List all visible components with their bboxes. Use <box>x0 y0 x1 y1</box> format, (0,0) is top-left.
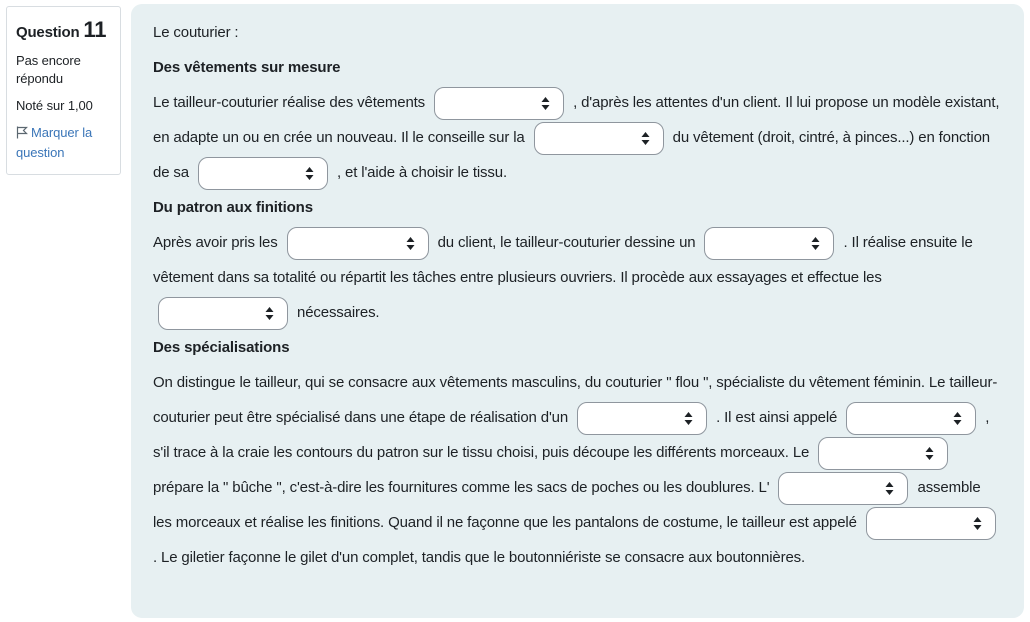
question-number-heading <box>16 17 111 43</box>
question-number: 11 <box>83 17 107 42</box>
cloze-select-11[interactable] <box>866 507 996 540</box>
question-text-segment: du client, le tailleur-couturier dessine un <box>437 234 700 251</box>
question-text-segment: . Il est ainsi appelé <box>716 409 842 426</box>
question-status: Pas encore répondu <box>16 53 81 86</box>
cloze-select-8[interactable] <box>846 402 976 435</box>
question-text-segment: du vêtement (droit, cintré, à pinces...) en fonction de sa <box>153 129 990 181</box>
question-text-segment: Le tailleur-couturier réalise des vêtements <box>153 94 430 111</box>
section-heading: Des spécialisations <box>153 339 290 356</box>
question-text-segment: , d'après les attentes d'un client. Il lui propose un modèle existant, en adapte un ou en crée un nouveau. Il le conseille sur la <box>153 94 1000 146</box>
cloze-select-9[interactable] <box>818 437 948 470</box>
select-arrows-icon <box>953 412 962 425</box>
flag-icon <box>16 126 28 144</box>
question-text-segment: On distingue le tailleur, qui se consacre aux vêtements masculins, du couturier " flou ", spécialiste du vêtement féminin. Le tailleur-couturier peut être spécialisé dans une étape de réalisation d'un <box>153 374 998 426</box>
cloze-select-3[interactable] <box>198 157 328 190</box>
question-text-segment: Après avoir pris les <box>153 234 282 251</box>
question-label: Question <box>16 24 80 41</box>
flag-question-link[interactable]: Marquer la question <box>16 125 93 160</box>
select-arrows-icon <box>684 412 693 425</box>
question-text-segment: , s'il trace à la craie les contours du patron sur le tissu choisi, puis découpe les différents morceaux. Le <box>153 409 990 461</box>
select-arrows-icon <box>811 237 820 250</box>
question-text-segment: . Il réalise ensuite le vêtement dans sa totalité ou répartit les tâches entre plusieurs ouvriers. Il procède aux essayages et effectue les <box>153 234 973 286</box>
cloze-select-10[interactable] <box>778 472 908 505</box>
select-arrows-icon <box>925 447 934 460</box>
select-arrows-icon <box>406 237 415 250</box>
select-arrows-icon <box>305 167 314 180</box>
select-arrows-icon <box>541 97 550 110</box>
select-arrows-icon <box>641 132 650 145</box>
question-text-segment: nécessaires. <box>297 304 380 321</box>
select-arrows-icon <box>885 482 894 495</box>
cloze-select-2[interactable] <box>534 122 664 155</box>
question-info-panel <box>6 6 121 175</box>
question-text-segment: prépare la " bûche ", c'est-à-dire les fournitures comme les sacs de poches ou les doublures. L' <box>153 479 774 496</box>
flag-question <box>16 124 111 162</box>
question-text-segment: , et l'aide à choisir le tissu. <box>337 164 507 181</box>
select-arrows-icon <box>265 307 274 320</box>
question-grade: Noté sur 1,00 <box>16 98 93 113</box>
cloze-select-7[interactable] <box>577 402 707 435</box>
section-heading: Du patron aux finitions <box>153 199 313 216</box>
cloze-paragraph <box>153 365 1002 575</box>
cloze-select-4[interactable] <box>287 227 429 260</box>
select-arrows-icon <box>973 517 982 530</box>
question-text-segment: . Le giletier façonne le gilet d'un complet, tandis que le boutonniériste se consacre aux boutonnières. <box>153 549 806 566</box>
question-text <box>153 50 1002 575</box>
section-heading: Des vêtements sur mesure <box>153 59 341 76</box>
question-intro: Le couturier : <box>153 24 239 41</box>
cloze-select-1[interactable] <box>434 87 564 120</box>
question-text-segment: assemble les morceaux et réalise les finitions. Quand il ne façonne que les pantalons de costume, le tailleur est appelé <box>153 479 981 531</box>
question-content-panel <box>131 4 1024 618</box>
cloze-paragraph <box>153 225 1002 330</box>
cloze-select-6[interactable] <box>158 297 288 330</box>
cloze-paragraph <box>153 85 1002 190</box>
cloze-select-5[interactable] <box>704 227 834 260</box>
